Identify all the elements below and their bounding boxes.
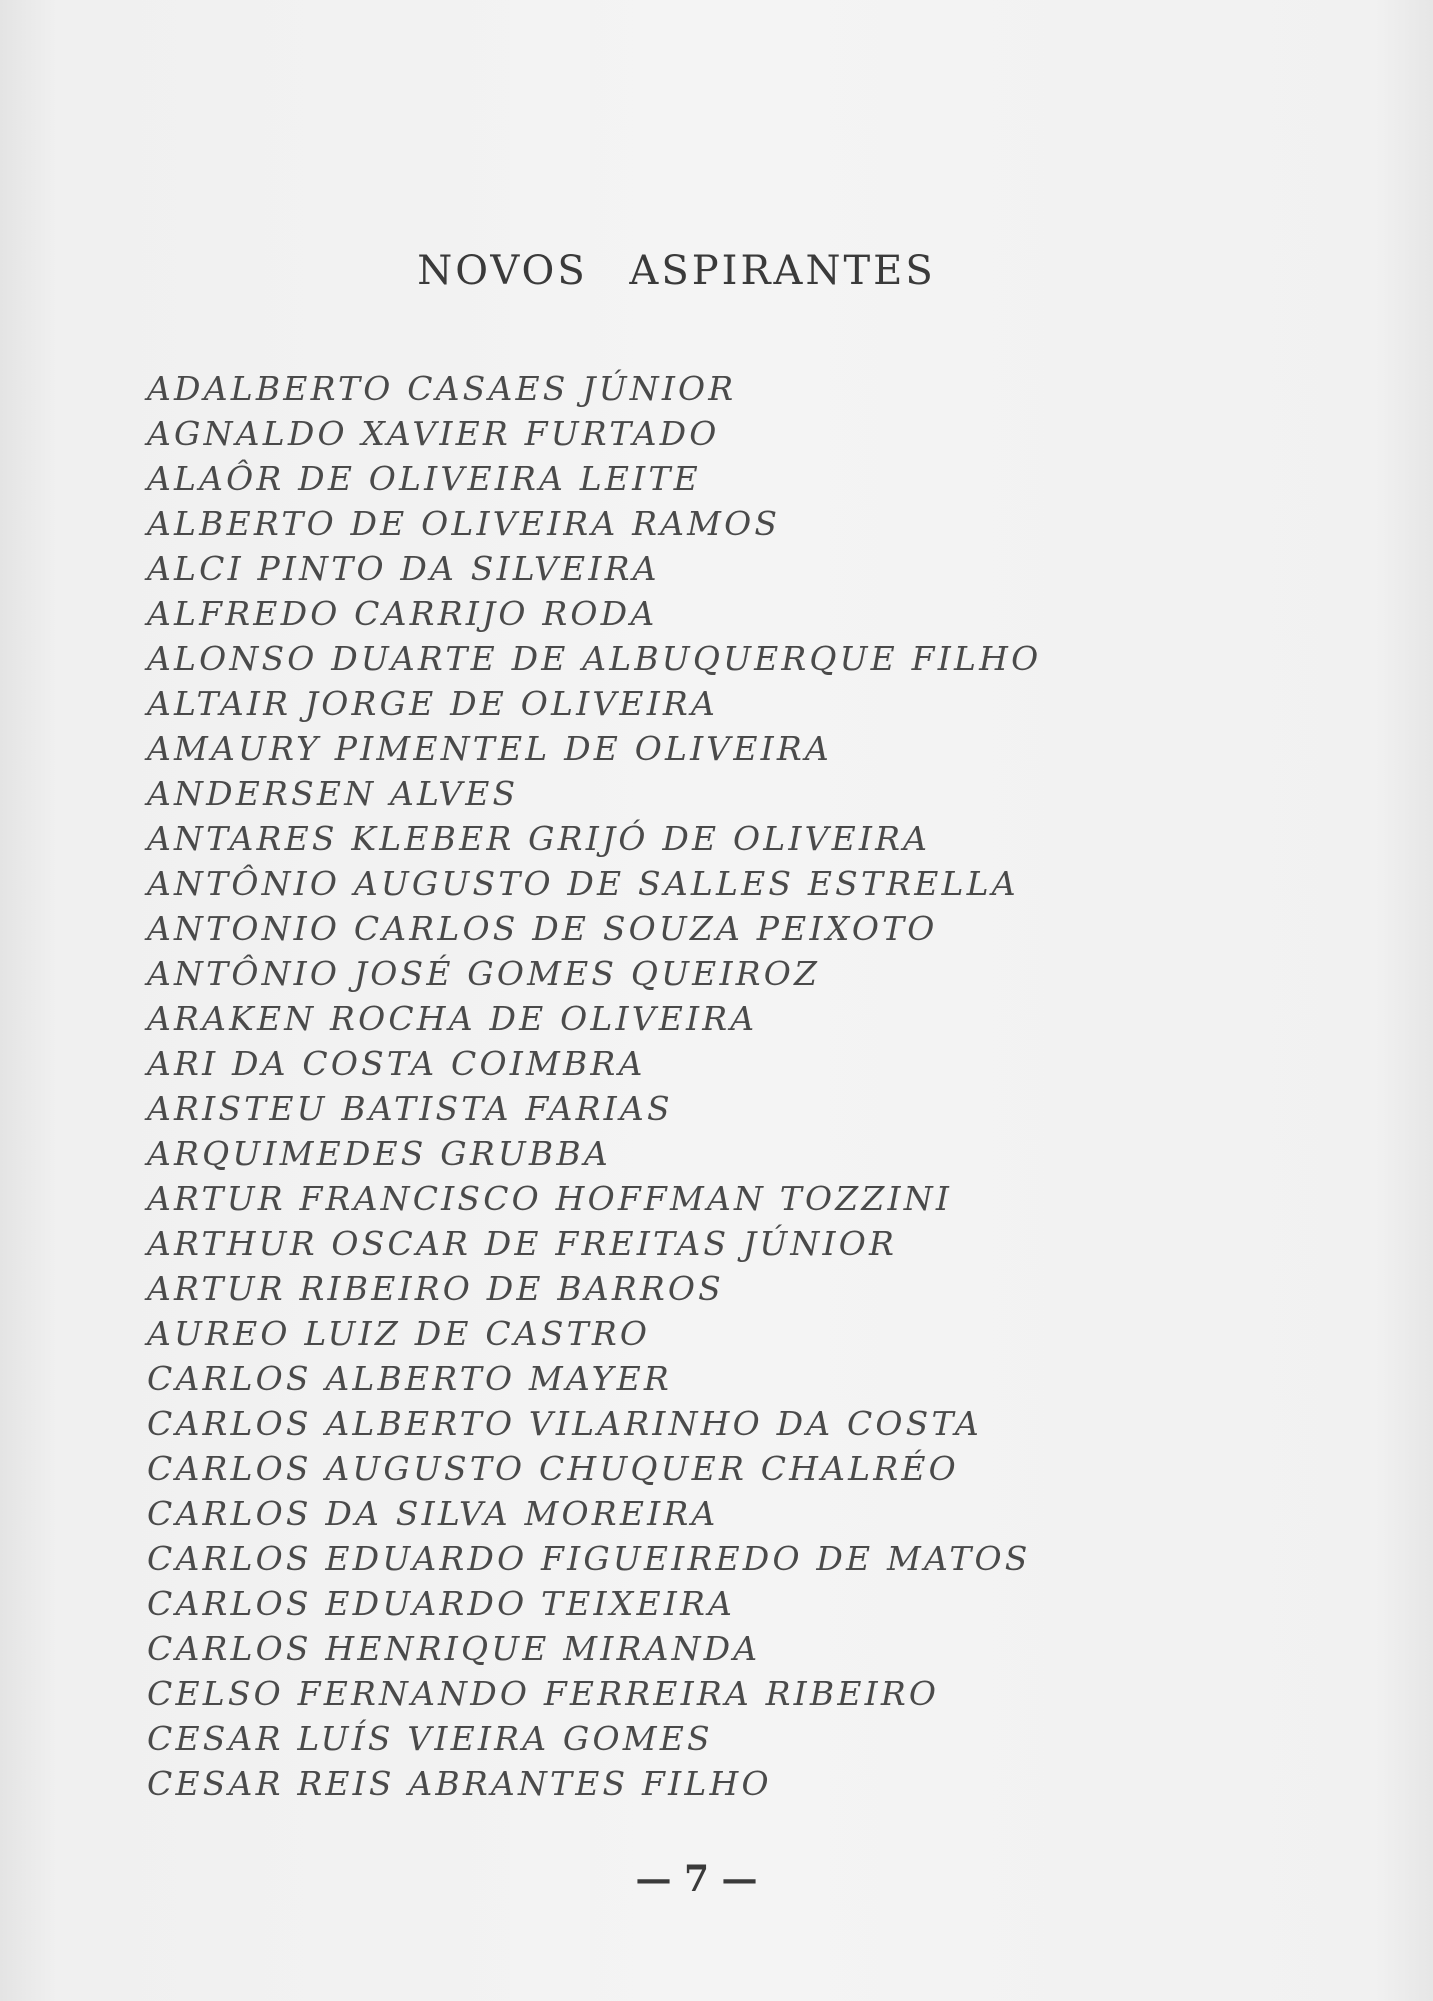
name-entry: ARISTEU BATISTA FARIAS xyxy=(147,1089,673,1128)
name-entry: CARLOS ALBERTO MAYER xyxy=(147,1359,672,1398)
name-entry: ANTARES KLEBER GRIJÓ DE OLIVEIRA xyxy=(147,819,931,858)
name-entry: ALONSO DUARTE DE ALBUQUERQUE FILHO xyxy=(147,639,1042,678)
name-entry: ANTONIO CARLOS DE SOUZA PEIXOTO xyxy=(147,909,938,948)
name-entry: AMAURY PIMENTEL DE OLIVEIRA xyxy=(147,729,832,768)
name-entry: CELSO FERNANDO FERREIRA RIBEIRO xyxy=(147,1674,940,1713)
name-entry: ARTUR RIBEIRO DE BARROS xyxy=(147,1269,724,1308)
name-entry: CARLOS AUGUSTO CHUQUER CHALRÉO xyxy=(147,1449,959,1488)
name-entry: ALCI PINTO DA SILVEIRA xyxy=(147,549,660,588)
name-entry: ANTÔNIO JOSÉ GOMES QUEIROZ xyxy=(147,954,821,993)
page-number: — 7 — xyxy=(635,1858,758,1900)
name-entry: ADALBERTO CASAES JÚNIOR xyxy=(147,369,737,408)
name-entry: ANTÔNIO AUGUSTO DE SALLES ESTRELLA xyxy=(147,864,1019,903)
name-entry: ARQUIMEDES GRUBBA xyxy=(147,1134,611,1173)
name-entry: CARLOS HENRIQUE MIRANDA xyxy=(147,1629,761,1668)
name-entry: CESAR REIS ABRANTES FILHO xyxy=(147,1764,772,1803)
name-entry: CARLOS ALBERTO VILARINHO DA COSTA xyxy=(147,1404,982,1443)
name-entry: ARI DA COSTA COIMBRA xyxy=(147,1044,646,1083)
name-entry: CARLOS EDUARDO FIGUEIREDO DE MATOS xyxy=(147,1539,1031,1578)
name-entry: ARAKEN ROCHA DE OLIVEIRA xyxy=(147,999,758,1038)
name-entry: ANDERSEN ALVES xyxy=(147,774,519,813)
names-list xyxy=(147,366,1041,1806)
page-heading: NOVOS ASPIRANTES xyxy=(417,248,936,294)
name-entry: CARLOS DA SILVA MOREIRA xyxy=(147,1494,719,1533)
name-entry: ALTAIR JORGE DE OLIVEIRA xyxy=(147,684,719,723)
name-entry: ARTHUR OSCAR DE FREITAS JÚNIOR xyxy=(147,1224,898,1263)
name-entry: CESAR LUÍS VIEIRA GOMES xyxy=(147,1719,713,1758)
name-entry: ARTUR FRANCISCO HOFFMAN TOZZINI xyxy=(147,1179,953,1218)
name-entry: ALAÔR DE OLIVEIRA LEITE xyxy=(147,459,701,498)
name-entry: CARLOS EDUARDO TEIXEIRA xyxy=(147,1584,736,1623)
name-entry: AUREO LUIZ DE CASTRO xyxy=(147,1314,651,1353)
name-entry: ALFREDO CARRIJO RODA xyxy=(147,594,658,633)
name-entry: ALBERTO DE OLIVEIRA RAMOS xyxy=(147,504,781,543)
name-entry: AGNALDO XAVIER FURTADO xyxy=(147,414,720,453)
